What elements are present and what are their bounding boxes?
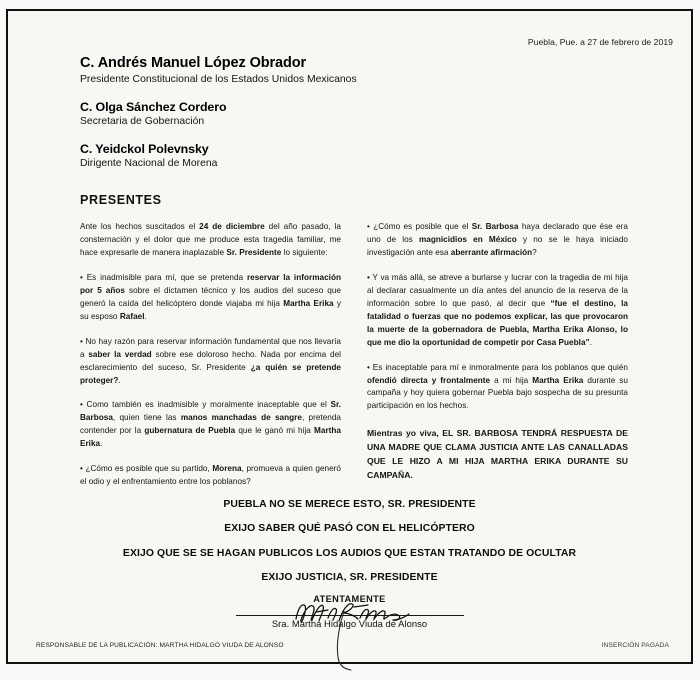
body-columns	[80, 221, 628, 489]
signature-rule	[236, 615, 464, 616]
left-paragraph-4: • Como también es inadmisible y moralmente inaceptable que el Sr. Barbosa, quien tiene las manos manchadas de sangre, pretenda contender por la gubernatura de Puebla que le ganó mi hija Martha Erika.	[80, 400, 342, 449]
declaration-4: EXIJO JUSTICIA, SR. PRESIDENTE	[261, 572, 438, 584]
right-paragraph-1: • ¿Cómo es posible que el Sr. Barbosa haya declarado que ése era uno de los magnicidios en México y no se le haya iniciado investigación ante esa aberrante afirmación?	[367, 222, 628, 257]
left-paragraph-5: • ¿Cómo es posible que su partido, Morena, promueva a quien generó el odio y el enfrentamiento entre los poblanos?	[80, 464, 341, 487]
addressee-2	[80, 100, 620, 129]
presentes-heading: PRESENTES	[80, 193, 162, 207]
signature-title: ATENTAMENTE	[313, 594, 386, 604]
date-line: Puebla, Pue. a 27 de febrero de 2019	[527, 37, 673, 47]
addressee-2-role: Secretaria de Gobernación	[80, 116, 205, 128]
addressee-3	[80, 142, 620, 171]
footer-responsible-text: RESPONSABLE DE LA PUBLICACIÓN: MARTHA HIDALGO VIUDA DE ALONSO	[36, 642, 284, 649]
right-column	[367, 221, 628, 489]
signature-block	[8, 594, 691, 629]
document-body	[8, 11, 691, 662]
addressee-3-name: C. Yeidckol Polevnsky	[80, 141, 209, 156]
declaration-2: EXIJO SABER QUÉ PASÓ CON EL HELICÓPTERO	[224, 523, 475, 535]
declarations-block	[8, 500, 691, 584]
document-border-frame	[6, 9, 693, 664]
addressee-list	[80, 55, 620, 171]
addressee-1-role: Presidente Constitucional de los Estados Unidos Mexicanos	[80, 74, 357, 86]
addressee-1-name: C. Andrés Manuel López Obrador	[80, 55, 307, 71]
right-column-bold-statement: Mientras yo viva, EL SR. BARBOSA TENDRÁ RESPUESTA DE UNA MADRE QUE CLAMA JUSTICIA ANTE LAS CANALLADAS QUE LE HIZO A MI HIJA MARTHA ERIKA DURANTE SU CAMPAÑA.	[367, 428, 628, 481]
right-paragraph-3: • Es inaceptable para mí e inmoralmente para los poblanos que quién ofendió directa y frontalmente a mi hija Martha Erika durante su campaña y hoy quiera gobernar Puebla bajo sospecha de su presunta participación en los hechos.	[367, 362, 628, 411]
signature-name: Sra. Martha Hidalgo Viuda de Alonso	[271, 618, 428, 629]
addressee-1	[80, 55, 620, 87]
left-column	[80, 221, 341, 489]
addressee-2-name: C. Olga Sánchez Cordero	[80, 99, 227, 114]
declaration-1: PUEBLA NO SE MERECE ESTO, SR. PRESIDENTE	[223, 499, 476, 510]
left-paragraph-1: Ante los hechos suscitados el 24 de diciembre del año pasado, la consternación y el dolor que me produce esta tragedia familiar, me hace expresarle de manera inaplazable Sr. Presidente lo siguiente:	[80, 222, 341, 257]
left-paragraph-2: • Es inadmisible para mí, que se pretenda reservar la información por 5 años sobre el dictamen técnico y los audios del suceso que generó la caída del helicóptero donde viajaba mi hija Martha Erika y su esposo Rafael.	[80, 272, 341, 321]
addressee-3-role: Dirigente Nacional de Morena	[80, 158, 218, 170]
declaration-3: EXIJO QUE SE SE HAGAN PUBLICOS LOS AUDIOS QUE ESTAN TRATANDO DE OCULTAR	[122, 547, 577, 559]
footer-paid-insertion-text: INSERCIÓN PAGADA	[601, 642, 669, 649]
left-paragraph-3: • No hay razón para reservar información fundamental que nos llevaría a saber la verdad sobre ese doloroso hecho. Nada por encima del esclarecimiento del suceso, Sr. Presidente ¿a quién se pretende proteger?.	[80, 336, 342, 385]
right-paragraph-2: • Y va más allá, se atreve a burlarse y lucrar con la tragedia de mi hija al declarar casualmente un día antes del anuncio de la reserva de la información sobre lo que pasó, al decir que “fue el destino, la fatalidad o fuerzas que no podemos explicar, las que provocaron la muerte de la gobernadora de Puebla, Martha Erika Alonso, lo que me dio la oportunidad de competir por Casa Puebla”.	[367, 272, 628, 347]
